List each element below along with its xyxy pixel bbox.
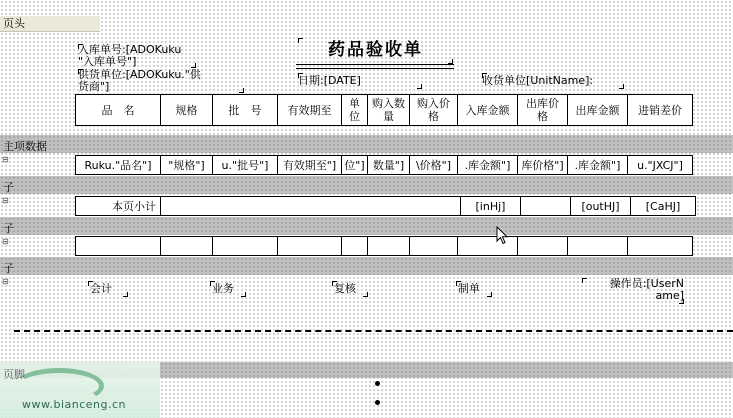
blank-cell[interactable]	[76, 237, 161, 256]
column-header[interactable]: 出库价格	[518, 95, 568, 126]
data-field-in-amount[interactable]: .库金额"]	[458, 156, 518, 175]
data-field-out-amount[interactable]: .库金额"]	[568, 156, 628, 175]
data-field-spec[interactable]: "规格"]	[161, 156, 213, 175]
blank-cell[interactable]	[410, 237, 458, 256]
blank-cell[interactable]	[342, 237, 368, 256]
subtotal-empty-cell[interactable]	[521, 197, 571, 216]
column-header[interactable]: 进销差价	[628, 95, 693, 126]
blank-cell[interactable]	[213, 237, 278, 256]
data-field-unit[interactable]: 位"]	[342, 156, 368, 175]
blank-cell[interactable]	[568, 237, 628, 256]
signature-accounting[interactable]: 会计	[88, 281, 128, 297]
date-field[interactable]: 日期:[DATE]	[298, 73, 422, 89]
band-collapse-icon[interactable]: ⊟	[2, 277, 9, 286]
band-label-subreport[interactable]: 子	[3, 262, 14, 275]
report-title[interactable]: 药品验收单	[298, 38, 453, 64]
resize-handle[interactable]	[375, 400, 380, 405]
data-field-name[interactable]: Ruku."品名"]	[76, 156, 161, 175]
band-collapse-icon[interactable]: ⊟	[2, 237, 9, 246]
blank-cell[interactable]	[518, 237, 568, 256]
blank-cell[interactable]	[161, 237, 213, 256]
blank-cell[interactable]	[278, 237, 342, 256]
column-header-table[interactable]	[75, 94, 693, 126]
column-header[interactable]: 入库金额	[458, 95, 518, 126]
band-separator	[0, 135, 733, 153]
band-label-subreport[interactable]: 子	[3, 222, 14, 235]
column-header[interactable]: 单位	[342, 95, 368, 126]
blank-cell[interactable]	[628, 237, 693, 256]
band-separator	[0, 176, 733, 194]
receiving-unit-field[interactable]: 收货单位[UnitName]:	[482, 73, 624, 89]
band-label-subreport[interactable]: 子	[3, 181, 14, 194]
mouse-pointer-icon	[496, 226, 510, 246]
detail-row-table[interactable]	[75, 155, 693, 175]
subtotal-row-table[interactable]	[75, 196, 696, 216]
data-field-purchase-price[interactable]: \价格"]	[410, 156, 458, 175]
data-field-batch[interactable]: u."批号"]	[213, 156, 278, 175]
subtotal-in-total[interactable]: [inHj]	[461, 197, 521, 216]
subtotal-empty-cell[interactable]	[161, 197, 461, 216]
band-label-detail[interactable]: 主项数据	[3, 140, 47, 153]
band-separator	[0, 217, 733, 235]
signature-preparer[interactable]: 制单	[456, 281, 492, 297]
column-header[interactable]: 批 号	[213, 95, 278, 126]
signature-business[interactable]: 业务	[210, 281, 246, 297]
column-header[interactable]: 品 名	[76, 95, 161, 126]
blank-row-table[interactable]	[75, 236, 693, 256]
band-label-page-header[interactable]: 页头	[0, 16, 100, 32]
data-field-diff[interactable]: u."JXCJ"]	[628, 156, 693, 175]
data-field-out-price[interactable]: 库价格"]	[518, 156, 568, 175]
data-field-quantity[interactable]: 数量"]	[368, 156, 410, 175]
band-divider-line[interactable]	[14, 330, 733, 332]
resize-handle[interactable]	[375, 381, 380, 386]
title-underline	[296, 64, 454, 69]
signature-review[interactable]: 复核	[332, 281, 368, 297]
operator-field[interactable]: 操作员:[UserN ame]	[582, 278, 684, 304]
column-header[interactable]: 购入数量	[368, 95, 410, 126]
band-separator	[0, 257, 733, 275]
supplier-field[interactable]: 供货单位:[ADOKuku."供 货商"]	[78, 69, 244, 93]
subtotal-label[interactable]: 本页小计	[76, 197, 161, 216]
column-header[interactable]: 购入价格	[410, 95, 458, 126]
blank-cell[interactable]	[368, 237, 410, 256]
column-header[interactable]: 规格	[161, 95, 213, 126]
band-collapse-icon[interactable]: ⊟	[2, 196, 9, 205]
subtotal-diff-total[interactable]: [CaHJ]	[631, 197, 696, 216]
data-field-expiry[interactable]: 有效期至"]	[278, 156, 342, 175]
subtotal-out-total[interactable]: [outHJ]	[571, 197, 631, 216]
receipt-number-field[interactable]: 入库单号:[ADOKuku "入库单号"]	[78, 44, 196, 68]
watermark-text: www.bianceng.cn	[22, 398, 127, 411]
band-label-page-footer[interactable]: 页脚	[3, 368, 25, 381]
band-collapse-icon[interactable]: ⊟	[2, 155, 9, 164]
column-header[interactable]: 出库金额	[568, 95, 628, 126]
column-header[interactable]: 有效期至	[278, 95, 342, 126]
